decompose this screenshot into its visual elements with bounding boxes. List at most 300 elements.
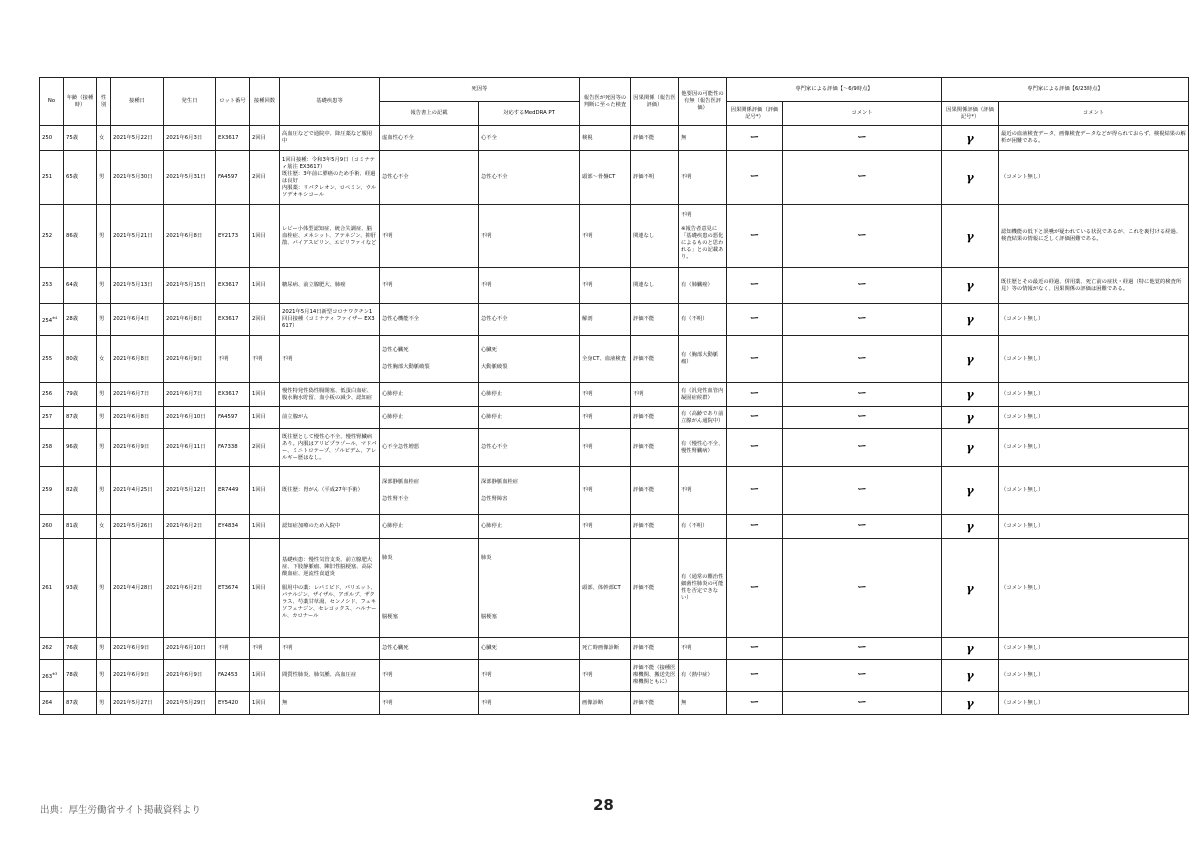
row-causality: 不明 [631, 383, 679, 407]
row-no [40, 467, 64, 515]
row-underlying: 既往歴：胃がん（平成27年手術） [280, 467, 380, 515]
row-causality: 関連なし [631, 205, 679, 268]
row-expert1-comment: ー [783, 515, 942, 539]
row-vacc-date: 2021年6月8日 [111, 407, 164, 429]
row-cause-report [380, 383, 479, 407]
row-lot: EY4834 [216, 515, 250, 539]
row-cause-report-primary: 肺炎 [382, 555, 393, 561]
row-cause-meddra [479, 660, 580, 692]
row-exam: 頭部～骨盤CT [580, 151, 631, 205]
row-dose: 1回目 [250, 383, 280, 407]
row-expert2-eval: γ [942, 336, 999, 383]
row-cause-meddra [479, 336, 580, 383]
row-vacc-date: 2021年6月8日 [111, 336, 164, 383]
row-underlying: レビー小体型認知症、統合失調症、脳血栓症、メネシット、アテネジン、抑肝散、バイアスピリン、エビリファイなど [280, 205, 380, 268]
row-other-cause: 有（熱中症） [679, 660, 727, 692]
row-no-value: 253 [42, 282, 53, 288]
row-other-cause: 無 [679, 126, 727, 151]
row-vacc-date: 2021年5月27日 [111, 692, 164, 715]
row-dose: 1回目 [250, 467, 280, 515]
row-cause-meddra [479, 692, 580, 715]
row-vacc-date: 2021年5月13日 [111, 268, 164, 304]
row-underlying: 1回目接種：令和3年5月9日（コミナティ筋注 EX3617） 既往歴：3年前に膵癌のため手術、経過は良好 内服薬：リパクレオン、ロペミン、ウルソデオキシコール [280, 151, 380, 205]
row-expert1-comment: ー [783, 336, 942, 383]
row-cause-report-primary: 不明 [382, 232, 393, 239]
row-exam: 不明 [580, 407, 631, 429]
row-underlying: 既往歴として慢性心不全、慢性腎臓病あり。内服はアリピプラゾール、マドパー、ミニトロテープ、ゾルピデム、アレルギー歴はなし。 [280, 429, 380, 467]
row-cause-meddra-primary: 不明 [481, 232, 492, 239]
row-expert2-comment: （コメント無し） [999, 467, 1189, 515]
row-age: 81歳 [64, 515, 97, 539]
row-cause-meddra [479, 304, 580, 336]
row-no-value: 264 [42, 699, 53, 706]
row-expert2-comment: （コメント無し） [999, 383, 1189, 407]
row-no [40, 205, 64, 268]
row-no-value: 256 [42, 391, 53, 397]
row-no [40, 692, 64, 715]
row-causality: 関連なし [631, 268, 679, 304]
row-expert2-eval: γ [942, 638, 999, 660]
row-lot: EX3617 [216, 304, 250, 336]
row-no-note: ※4 [52, 315, 58, 320]
row-lot: FA2453 [216, 660, 250, 692]
table-row [40, 304, 1189, 336]
row-expert1-comment: ー [783, 692, 942, 715]
row-expert1-eval: ー [727, 539, 783, 638]
row-lot: EY5420 [216, 692, 250, 715]
row-lot: EX3617 [216, 126, 250, 151]
row-age: 65歳 [64, 151, 97, 205]
row-expert2-eval: γ [942, 692, 999, 715]
row-expert2-comment: 既往歴とその最近の経過、併用薬、死亡前の症状・経過（特に他覚的検査所見）等の情報がなく、因果関係の評価は困難である。 [999, 268, 1189, 304]
row-sex: 女 [97, 336, 111, 383]
table-body [40, 126, 1189, 715]
row-no [40, 539, 64, 638]
row-no [40, 126, 64, 151]
header-expert2-eval: 因果関係評価（評価記号*） [942, 102, 999, 126]
row-expert1-comment: ー [783, 638, 942, 660]
row-sex: 男 [97, 407, 111, 429]
row-expert1-comment: ー [783, 268, 942, 304]
row-age: 75歳 [64, 126, 97, 151]
row-cause-meddra-secondary: 急性腎障害 [481, 495, 508, 502]
row-cause-meddra-primary: 心不全 [481, 134, 497, 141]
row-vacc-date: 2021年5月26日 [111, 515, 164, 539]
row-no-value: 260 [42, 523, 53, 529]
header-age: 年齢（接種時） [64, 78, 97, 126]
row-sex: 女 [97, 515, 111, 539]
row-exam: 不明 [580, 515, 631, 539]
row-no-value: 251 [42, 174, 53, 180]
row-cause-meddra [479, 638, 580, 660]
row-causality: 評価不能 [631, 429, 679, 467]
row-cause-report-primary: 心肺停止 [382, 391, 404, 397]
row-underlying: 不明 [280, 638, 380, 660]
row-exam: 不明 [580, 429, 631, 467]
row-expert2-eval: γ [942, 407, 999, 429]
row-age: 79歳 [64, 383, 97, 407]
row-cause-meddra [479, 205, 580, 268]
row-expert2-comment: （コメント無し） [999, 638, 1189, 660]
row-dose: 不明 [250, 638, 280, 660]
table-row [40, 660, 1189, 692]
row-sex: 男 [97, 383, 111, 407]
row-expert2-eval: γ [942, 126, 999, 151]
row-lot: ET3674 [216, 539, 250, 638]
row-cause-meddra-secondary: 大動脈破裂 [481, 364, 508, 370]
row-dose: 1回目 [250, 205, 280, 268]
row-sex: 男 [97, 692, 111, 715]
row-onset-date: 2021年5月12日 [164, 467, 216, 515]
row-lot: 不明 [216, 336, 250, 383]
row-expert1-comment: ー [783, 383, 942, 407]
row-no-value: 257 [42, 414, 53, 420]
death-report-table [39, 77, 1189, 715]
row-dose: 2回目 [250, 151, 280, 205]
table-row [40, 638, 1189, 660]
row-age: 64歳 [64, 268, 97, 304]
row-cause-report [380, 429, 479, 467]
row-no-value: 255 [42, 355, 53, 362]
row-exam: 解剖 [580, 304, 631, 336]
row-expert1-eval: ー [727, 407, 783, 429]
row-other-cause: 有（慢性心不全、慢性腎臓病） [679, 429, 727, 467]
row-expert1-eval: ー [727, 126, 783, 151]
row-sex: 女 [97, 126, 111, 151]
row-onset-date: 2021年6月2日 [164, 515, 216, 539]
row-lot: ER7449 [216, 467, 250, 515]
row-expert2-eval: γ [942, 467, 999, 515]
row-no [40, 638, 64, 660]
row-cause-meddra [479, 429, 580, 467]
table-row [40, 268, 1189, 304]
row-expert2-eval: γ [942, 660, 999, 692]
row-onset-date: 2021年6月8日 [164, 205, 216, 268]
row-expert1-comment: ー [783, 539, 942, 638]
row-cause-meddra-primary: 不明 [481, 672, 492, 678]
table-row [40, 336, 1189, 383]
row-lot: EX3617 [216, 383, 250, 407]
row-sex: 男 [97, 151, 111, 205]
footer-source: 出典：厚生労働省サイト掲載資料より [40, 805, 201, 816]
row-age: 86歳 [64, 205, 97, 268]
row-expert1-eval: ー [727, 151, 783, 205]
row-no [40, 429, 64, 467]
row-exam: 全身CT、血液検査 [580, 336, 631, 383]
table-row [40, 515, 1189, 539]
row-cause-meddra-secondary: 脳梗塞 [481, 614, 497, 620]
table-row [40, 407, 1189, 429]
row-expert2-comment: （コメント無し） [999, 429, 1189, 467]
row-exam: 頭部、体幹部CT [580, 539, 631, 638]
row-vacc-date: 2021年6月9日 [111, 429, 164, 467]
row-no [40, 151, 64, 205]
row-causality: 評価不能 [631, 126, 679, 151]
row-no-note: ※3 [52, 671, 58, 676]
row-other-cause: 不明 [679, 467, 727, 515]
row-no-value: 261 [42, 584, 53, 591]
row-cause-report [380, 304, 479, 336]
row-exam: 不明 [580, 205, 631, 268]
row-cause-meddra-primary: 急性心不全 [481, 444, 508, 450]
row-cause-report [380, 336, 479, 383]
row-expert2-comment: （コメント無し） [999, 660, 1189, 692]
table-row [40, 429, 1189, 467]
row-age: 93歳 [64, 539, 97, 638]
row-sex: 男 [97, 205, 111, 268]
row-expert1-eval: ー [727, 383, 783, 407]
row-cause-report-primary: 心不全急性増悪 [382, 444, 420, 450]
row-dose: 1回目 [250, 539, 280, 638]
row-onset-date: 2021年6月9日 [164, 336, 216, 383]
row-expert1-eval: ー [727, 638, 783, 660]
row-age: 78歳 [64, 660, 97, 692]
row-underlying: 慢性特発性偽性腸閉塞、低蛋白血症、腹水胸水貯留、血小板の減少、認知症 [280, 383, 380, 407]
row-cause-meddra-primary: 心肺停止 [481, 523, 503, 529]
row-cause-meddra [479, 383, 580, 407]
row-onset-date: 2021年6月10日 [164, 638, 216, 660]
row-expert1-eval: ー [727, 336, 783, 383]
row-expert1-comment: ー [783, 304, 942, 336]
row-sex: 男 [97, 467, 111, 515]
row-dose: 2回目 [250, 304, 280, 336]
row-expert2-comment: 最近の血液検査データ、画像検査データなどが得られておらず、検視結果の解析が困難である。 [999, 126, 1189, 151]
row-causality: 評価不能 [631, 407, 679, 429]
row-dose: 不明 [250, 336, 280, 383]
header-cause-report: 報告書上の記載 [380, 102, 479, 126]
row-cause-report [380, 515, 479, 539]
row-causality: 評価不能（接種医療機関、搬送先医療機関ともに） [631, 660, 679, 692]
row-cause-meddra-primary: 心肺停止 [481, 414, 503, 420]
row-onset-date: 2021年5月31日 [164, 151, 216, 205]
row-exam: 検視 [580, 126, 631, 151]
row-expert1-comment: ー [783, 126, 942, 151]
row-other-cause: 有（肺臓癌） [679, 268, 727, 304]
header-expert1-comment: コメント [783, 102, 942, 126]
row-cause-report-primary: 心肺停止 [382, 523, 404, 529]
row-sex: 男 [97, 638, 111, 660]
row-expert2-eval: γ [942, 151, 999, 205]
row-cause-report [380, 660, 479, 692]
row-other-cause: 不明 [679, 638, 727, 660]
row-underlying: 間質性肺炎、肺気腫、高血圧症 [280, 660, 380, 692]
row-vacc-date: 2021年4月25日 [111, 467, 164, 515]
row-no [40, 515, 64, 539]
header-expert2-group: 専門家による評価【6/23時点】 [942, 78, 1189, 102]
row-dose: 2回目 [250, 126, 280, 151]
row-vacc-date: 2021年5月22日 [111, 126, 164, 151]
row-expert2-comment: （コメント無し） [999, 407, 1189, 429]
row-underlying: 認知症加療のため入院中 [280, 515, 380, 539]
header-sex: 性別 [97, 78, 111, 126]
table-row [40, 126, 1189, 151]
row-exam: 死亡時画像診断 [580, 638, 631, 660]
row-underlying: 不明 [280, 336, 380, 383]
row-expert2-comment: （コメント無し） [999, 539, 1189, 638]
row-cause-report [380, 467, 479, 515]
row-expert1-eval: ー [727, 660, 783, 692]
row-expert1-eval: ー [727, 429, 783, 467]
row-cause-report-primary: 虚血性心不全 [382, 134, 414, 141]
row-cause-report-primary: 深部静脈血栓症 [382, 478, 420, 485]
row-cause-meddra-primary: 急性心不全 [481, 174, 508, 180]
row-vacc-date: 2021年4月28日 [111, 539, 164, 638]
row-cause-report-primary: 不明 [382, 699, 393, 706]
row-other-cause: 有（高齢であり前立腺がん通院中） [679, 407, 727, 429]
row-other-cause: 有（不明） [679, 304, 727, 336]
row-vacc-date: 2021年6月9日 [111, 660, 164, 692]
row-exam: 不明 [580, 383, 631, 407]
row-underlying: 高血圧などで通院中、降圧薬など服用中 [280, 126, 380, 151]
row-expert2-comment: （コメント無し） [999, 151, 1189, 205]
header-expert2-comment: コメント [999, 102, 1189, 126]
row-no-value: 252 [42, 232, 53, 239]
row-other-cause: 有（通常の難治性細菌性肺炎の可能性を否定できない） [679, 539, 727, 638]
row-age: 82歳 [64, 467, 97, 515]
row-age: 87歳 [64, 692, 97, 715]
row-sex: 男 [97, 429, 111, 467]
row-vacc-date: 2021年6月7日 [111, 383, 164, 407]
table-row [40, 151, 1189, 205]
header-underlying: 基礎疾患等 [280, 78, 380, 126]
page-number: 28 [593, 796, 614, 814]
table-row [40, 539, 1189, 638]
row-vacc-date: 2021年6月9日 [111, 638, 164, 660]
row-cause-meddra-primary: 不明 [481, 699, 492, 706]
row-exam: 不明 [580, 467, 631, 515]
row-cause-meddra-primary: 不明 [481, 282, 492, 288]
row-cause-report [380, 205, 479, 268]
row-cause-meddra [479, 539, 580, 638]
row-expert2-comment: 認知機能の低下と誤嚥が疑われている状況であるが、これを裏付ける経過、検査結果の情報に乏しく評価困難である。 [999, 205, 1189, 268]
row-cause-report [380, 268, 479, 304]
row-cause-meddra [479, 126, 580, 151]
header-lot: ロット番号 [216, 78, 250, 126]
row-lot: FA7338 [216, 429, 250, 467]
row-causality: 評価不能 [631, 467, 679, 515]
row-lot: EY2173 [216, 205, 250, 268]
row-cause-report-primary: 不明 [382, 672, 393, 678]
row-cause-report-primary: 急性心機能不全 [382, 316, 420, 322]
row-vacc-date: 2021年6月4日 [111, 304, 164, 336]
row-expert1-comment: ー [783, 407, 942, 429]
row-cause-meddra [479, 268, 580, 304]
row-onset-date: 2021年6月8日 [164, 304, 216, 336]
row-causality: 評価不能 [631, 539, 679, 638]
header-dose: 接種回数 [250, 78, 280, 126]
row-causality: 評価不能 [631, 304, 679, 336]
row-no-value: 250 [42, 134, 53, 141]
row-onset-date: 2021年6月3日 [164, 126, 216, 151]
row-no-value: 263 [42, 673, 53, 680]
row-no-value: 262 [42, 645, 53, 651]
row-other-cause: 有（胸部大動脈瘤） [679, 336, 727, 383]
row-sex: 男 [97, 660, 111, 692]
row-underlying: 基礎疾患：慢性気管支炎、前立腺肥大症、下肢静脈瘤、陳旧性脳梗塞、高尿酸血症、逆流性食道炎 服用中の薬：レバミピド、パリエット、バナルジン、ザイザル、アボルブ、ザクラス、芍薬甘草湯、センノシド、フェキソフェナジン、セレコックス、ハルナール、カロナール [280, 539, 380, 638]
row-dose: 1回目 [250, 515, 280, 539]
row-cause-meddra [479, 151, 580, 205]
row-expert1-eval: ー [727, 205, 783, 268]
row-cause-report-secondary: 急性胸部大動脈破裂 [382, 364, 430, 370]
row-vacc-date: 2021年5月21日 [111, 205, 164, 268]
row-cause-meddra [479, 515, 580, 539]
row-dose: 1回目 [250, 407, 280, 429]
row-underlying: 2021年5月14日新型コロナワクチン1回目接種（コミナティ ファイザー EX3617） [280, 304, 380, 336]
table-row [40, 692, 1189, 715]
row-expert1-comment: ー [783, 429, 942, 467]
row-expert1-comment: ー [783, 467, 942, 515]
header-cause-group: 死因等 [380, 78, 580, 102]
row-expert2-comment: （コメント無し） [999, 692, 1189, 715]
row-no [40, 383, 64, 407]
row-onset-date: 2021年5月29日 [164, 692, 216, 715]
header-onset-date: 発生日 [164, 78, 216, 126]
row-expert2-eval: γ [942, 539, 999, 638]
row-exam: 画像診断 [580, 692, 631, 715]
row-age: 87歳 [64, 407, 97, 429]
row-expert2-eval: γ [942, 383, 999, 407]
row-cause-meddra-primary: 心臓死 [481, 645, 497, 651]
row-vacc-date: 2021年5月30日 [111, 151, 164, 205]
row-cause-report [380, 407, 479, 429]
table-row [40, 205, 1189, 268]
row-no-value: 259 [42, 487, 53, 493]
row-exam: 不明 [580, 660, 631, 692]
row-no [40, 336, 64, 383]
row-age: 76歳 [64, 638, 97, 660]
row-onset-date: 2021年6月9日 [164, 660, 216, 692]
row-expert1-comment: ー [783, 151, 942, 205]
row-lot: FA4597 [216, 407, 250, 429]
row-causality: 評価不能 [631, 638, 679, 660]
row-other-cause: 不明 [679, 151, 727, 205]
header-cause-meddra: 対応するMedDRA PT [479, 102, 580, 126]
row-no [40, 268, 64, 304]
row-no [40, 660, 64, 692]
row-no-value: 254 [42, 317, 53, 324]
row-expert1-comment: ー [783, 660, 942, 692]
row-cause-meddra-primary: 心肺停止 [481, 391, 503, 397]
row-cause-report [380, 692, 479, 715]
row-expert2-comment: （コメント無し） [999, 515, 1189, 539]
row-expert1-eval: ー [727, 692, 783, 715]
row-cause-meddra-primary: 心臓死 [481, 347, 497, 353]
row-onset-date: 2021年6月10日 [164, 407, 216, 429]
row-causality: 評価不能 [631, 692, 679, 715]
header-other-cause: 他要因の可能性の有無（報告医評価） [679, 78, 727, 126]
row-expert2-eval: γ [942, 268, 999, 304]
row-cause-meddra [479, 407, 580, 429]
row-underlying: 無 [280, 692, 380, 715]
row-expert1-eval: ー [727, 304, 783, 336]
row-causality: 評価不明 [631, 151, 679, 205]
row-onset-date: 2021年6月11日 [164, 429, 216, 467]
row-no [40, 407, 64, 429]
row-sex: 男 [97, 268, 111, 304]
row-onset-date: 2021年6月2日 [164, 539, 216, 638]
row-cause-report-primary: 心肺停止 [382, 414, 404, 420]
row-exam: 不明 [580, 268, 631, 304]
header-expert1-eval: 因果関係評価（評価記号*） [727, 102, 783, 126]
row-onset-date: 2021年5月15日 [164, 268, 216, 304]
row-expert2-comment: （コメント無し） [999, 304, 1189, 336]
row-expert1-comment: ー [783, 205, 942, 268]
row-other-cause: 有（不明） [679, 515, 727, 539]
row-cause-report [380, 539, 479, 638]
row-dose: 1回目 [250, 660, 280, 692]
row-cause-report-primary: 急性心不全 [382, 174, 409, 180]
table-row [40, 383, 1189, 407]
